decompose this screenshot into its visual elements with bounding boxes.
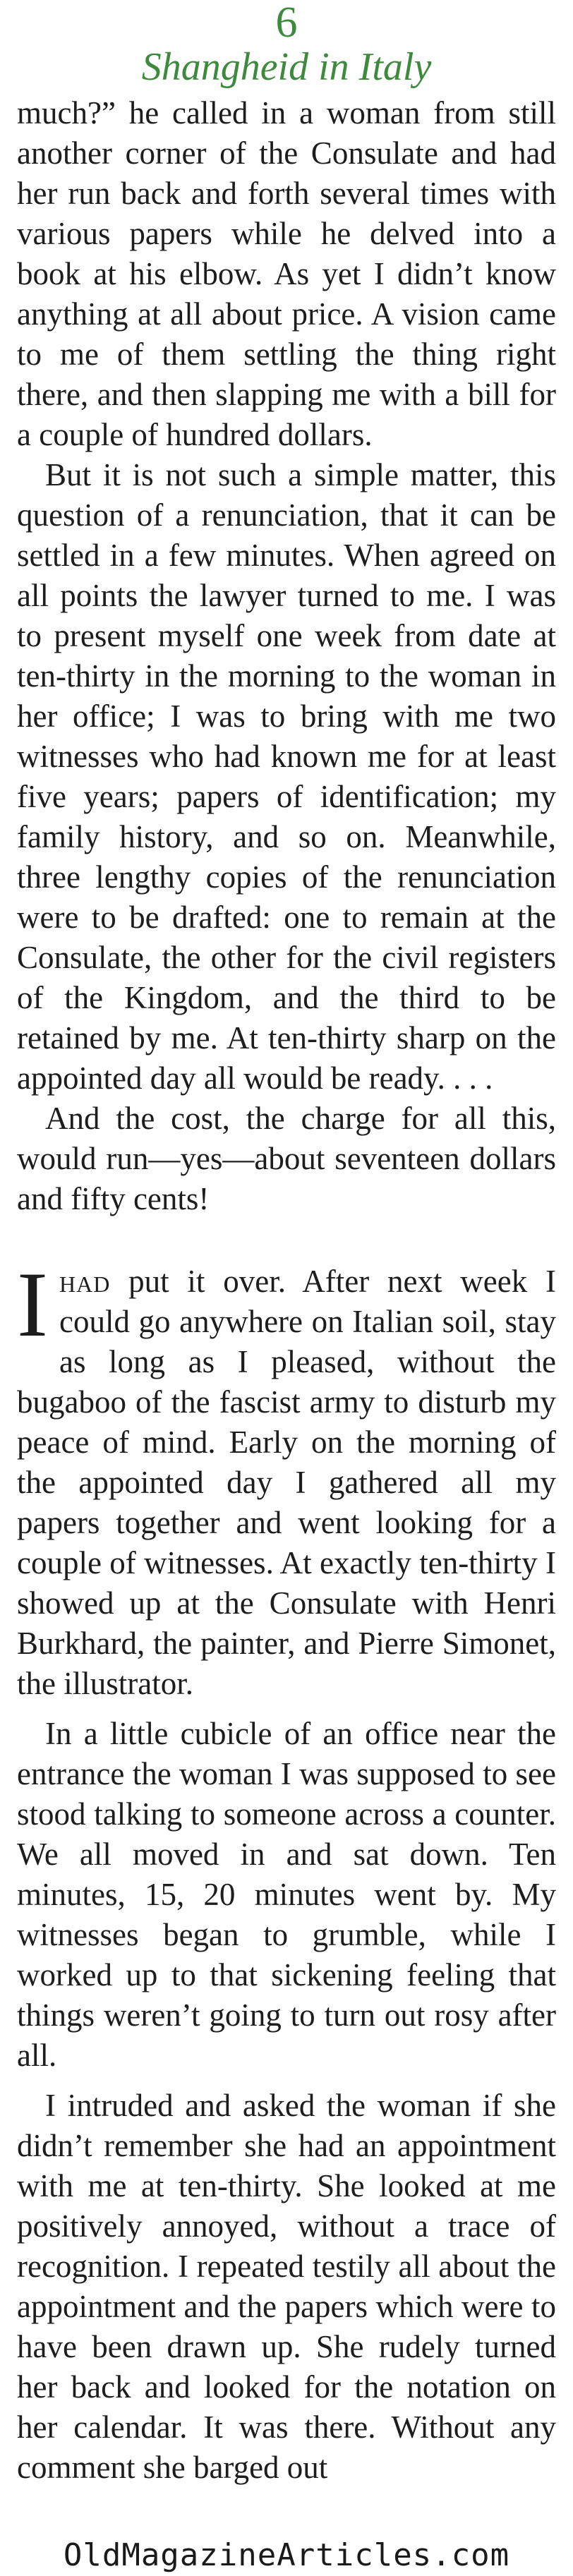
drop-cap: I [17, 1252, 48, 1356]
paragraph-1: much?” he called in a woman from still another corner of the Consulate and had her run back and forth several times with various papers while he delved into a book at his elbow. As yet I didn’t know anything at all about price. A vision came to me of them settling the thing right there, and then slapping me with a bill for a couple of hundred dollars. [17, 95, 556, 452]
page-number: 6 [275, 0, 298, 47]
running-title: Shangheid in Italy [141, 45, 432, 89]
drop-cap-word: had [59, 1264, 111, 1299]
paragraph-3: And the cost, the charge for all this, would run—yes—about seventeen dollars and fifty cents! [17, 1101, 556, 1216]
paragraph-5: In a little cubicle of an office near the entrance the woman I was supposed to see stood talking to someone across a counter. We all moved in and sat down. Ten minutes, 15, 20 minutes went by. My witnesses began to grumble, while I worked up to that sickening feeling that things weren’t going to turn out rosy after all. [17, 1716, 556, 2073]
paragraph-2: But it is not such a simple matter, this question of a renunciation, that it can be settled in a few minutes. When agreed on all points the lawyer turned to me. I was to present myself one week from date at ten-thirty in the morning to the woman in her office; I was to bring with me two witnesses who had known me for at least five years; papers of identification; my family history, and so on. Meanwhile, three lengthy copies of the renunciation were to be drafted: one to remain at the Consulate, the other for the civil registers of the Kingdom, and the third to be retained by me. At ten-thirty sharp on the appointed day all would be ready. . . . [17, 457, 556, 1096]
article-body [17, 93, 556, 2488]
paragraph-4 [17, 1252, 557, 1704]
site-watermark: OldMagazineArticles.com [63, 2537, 510, 2573]
paragraph-6: I intruded and asked the woman if she didn’t remember she had an appointment with me at ten-thirty. She looked at me positively annoyed, without a trace of recognition. I repeated testily all about the appointment and the papers which were to have been drawn up. She rudely turned her back and looked for the notation on her calendar. It was there. Without any comment she barged out [17, 2088, 556, 2485]
paragraph-4-text: put it over. After next week I could go anywhere on Italian soil, stay as long as I pleased, without the bugaboo of the fascist army to disturb my peace of mind. Early on the morning of the appointed day I gathered all my papers together and went looking for a couple of witnesses. At exactly ten-thirty I showed up at the Consulate with Henri Burkhard, the painter, and Pierre Simonet, the illustrator. [17, 1264, 557, 1701]
